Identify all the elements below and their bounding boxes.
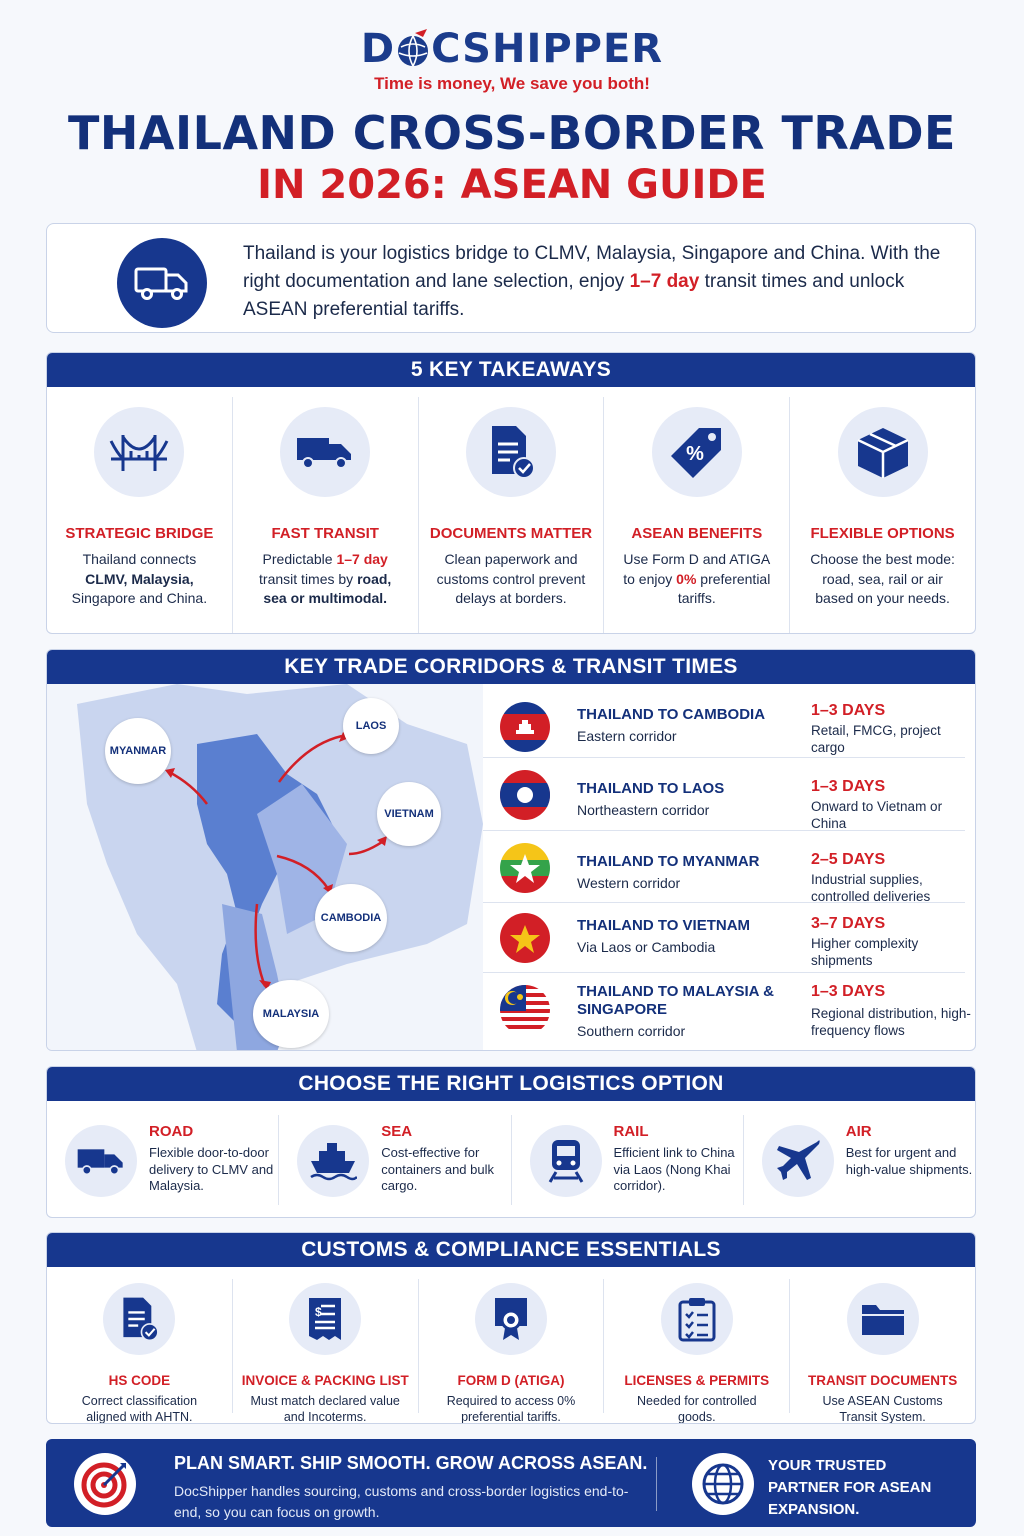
corridor-row — [483, 973, 971, 1051]
logistics-text: Best for urgent and high-value shipments. — [845, 1145, 973, 1177]
logistics-option — [744, 1115, 975, 1205]
intro-text-part2: transit times and unlock ASEAN preferential tariffs. — [243, 271, 905, 320]
corridor-row — [483, 831, 965, 903]
logistics-title: AIR — [845, 1123, 872, 1140]
customs-text: Use ASEAN Customs Transit System. — [822, 1394, 943, 1424]
corridor-days: 1–3 DAYS — [811, 778, 886, 795]
corridor-name: THAILAND TO LAOS — [577, 780, 725, 797]
takeaway-text-part: transit times by — [259, 570, 358, 587]
corridor-description: Higher complexity shipments — [811, 936, 919, 968]
intro-text-part1: Thailand is your logistics bridge to CLMV, Malaysia, Singapore and China. With the right documentation and lane selection, enjoy — [243, 243, 941, 292]
footer-banner — [46, 1439, 976, 1527]
target-icon — [74, 1453, 136, 1515]
brand-logo — [0, 26, 1024, 94]
takeaway-text-bold: road, sea or multimodal. — [263, 570, 392, 606]
boxes-icon — [838, 407, 928, 497]
takeaway-text-part: Use Form D and ATIGA to enjoy — [623, 551, 771, 587]
tagline: Time is money, We save you both! — [374, 74, 650, 93]
corridor-description: Regional distribution, high-frequency flows — [811, 1006, 971, 1038]
section-header: KEY TRADE CORRIDORS & TRANSIT TIMES — [47, 650, 975, 684]
logistics-text: Cost-effective for containers and bulk cargo. — [381, 1145, 494, 1193]
corridor-description: Industrial supplies, controlled deliveries — [811, 872, 931, 904]
takeaway-title: FLEXIBLE OPTIONS — [810, 525, 955, 542]
takeaway-card — [233, 397, 419, 633]
train-icon — [530, 1125, 602, 1197]
svg-text:$: $ — [315, 1305, 322, 1319]
takeaway-text-part: Singapore and China. — [71, 590, 208, 606]
customs-section — [46, 1232, 976, 1424]
corridor-row — [483, 758, 965, 831]
intro-box — [46, 223, 976, 333]
svg-text:%: % — [685, 443, 704, 465]
logistics-option — [47, 1115, 279, 1205]
takeaways-section — [46, 352, 976, 634]
takeaway-text: Choose the best mode: road, sea, rail or air based on your needs. — [810, 551, 955, 606]
footer-tagline: YOUR TRUSTED PARTNER FOR ASEAN EXPANSION. — [768, 1457, 932, 1518]
page-title-line2: IN 2026: ASEAN GUIDE — [257, 162, 767, 208]
map-label-malaysia: MALAYSIA — [253, 980, 329, 1048]
logistics-text: Flexible door-to-door delivery to CLMV and Malaysia. — [149, 1145, 274, 1193]
airplane-icon — [762, 1125, 834, 1197]
logo-letter-d: D — [360, 26, 396, 72]
corridor-subtitle: Eastern corridor — [577, 728, 677, 744]
takeaway-title: DOCUMENTS MATTER — [429, 525, 593, 542]
customs-text: Must match declared value and Incoterms. — [250, 1394, 400, 1424]
takeaway-text-bold: CLMV, Malaysia, — [85, 570, 194, 587]
logistics-option — [279, 1115, 511, 1205]
takeaway-text — [622, 550, 772, 609]
globe-plane-icon — [393, 29, 433, 69]
document-check-icon — [103, 1283, 175, 1355]
corridor-name: THAILAND TO CAMBODIA — [577, 706, 766, 723]
takeaway-card — [419, 397, 605, 633]
logistics-title: ROAD — [149, 1123, 194, 1140]
malaysia-flag — [500, 985, 550, 1035]
percent-tag-icon — [652, 407, 742, 497]
corridor-days: 1–3 DAYS — [811, 702, 886, 719]
takeaway-title: FAST TRANSIT — [271, 525, 379, 542]
takeaway-text-part: preferential tariffs. — [677, 570, 771, 606]
cambodia-flag — [500, 702, 550, 752]
page-title-line1: THAILAND CROSS-BORDER TRADE — [68, 106, 956, 160]
corridor-description: Retail, FMCG, project cargo — [811, 723, 941, 755]
corridor-days: 1–3 DAYS — [811, 983, 886, 1000]
truck-icon — [117, 238, 207, 328]
takeaway-text — [250, 550, 400, 609]
customs-text: Needed for controlled goods. — [637, 1394, 757, 1424]
takeaway-text-bold: 1–7 day — [336, 551, 388, 567]
takeaway-text-bold: 0% — [676, 570, 697, 587]
customs-item — [790, 1279, 975, 1424]
folder-icon — [847, 1283, 919, 1355]
takeaway-card — [47, 397, 233, 633]
corridor-name: THAILAND TO MYANMAR — [577, 853, 760, 870]
takeaway-text-part: Predictable — [262, 551, 337, 567]
globe-icon — [692, 1453, 754, 1515]
corridor-row — [483, 684, 965, 758]
corridor-name: THAILAND TO MALAYSIA & SINGAPORE — [577, 983, 774, 1018]
section-header: CHOOSE THE RIGHT LOGISTICS OPTION — [47, 1067, 975, 1101]
corridor-subtitle: Via Laos or Cambodia — [577, 939, 716, 955]
customs-text: Required to access 0% preferential tariffs. — [446, 1394, 576, 1424]
corridor-subtitle: Northeastern corridor — [577, 802, 710, 818]
customs-title: TRANSIT DOCUMENTS — [807, 1373, 958, 1388]
map-label-cambodia: CAMBODIA — [315, 884, 387, 952]
customs-title: LICENSES & PERMITS — [624, 1373, 770, 1388]
ship-icon — [297, 1125, 369, 1197]
invoice-icon — [289, 1283, 361, 1355]
corridor-list — [483, 684, 971, 1051]
section-header: CUSTOMS & COMPLIANCE ESSENTIALS — [47, 1233, 975, 1267]
corridors-section — [46, 649, 976, 1051]
customs-item — [233, 1279, 419, 1424]
logistics-title: SEA — [381, 1123, 413, 1140]
logo-letters: CSHIPPER — [431, 26, 664, 72]
takeaway-card — [604, 397, 790, 633]
logistics-section — [46, 1066, 976, 1218]
bridge-icon — [94, 407, 184, 497]
footer-divider — [656, 1457, 657, 1511]
takeaway-text-part: Thailand connects — [82, 551, 197, 567]
certificate-icon — [475, 1283, 547, 1355]
clipboard-checklist-icon — [661, 1283, 733, 1355]
footer-text: DocShipper handles sourcing, customs and cross-border logistics end-to-end, so you can focus on growth. — [174, 1483, 629, 1520]
map-label-myanmar: MYANMAR — [105, 718, 171, 784]
map-label-vietnam: VIETNAM — [377, 782, 441, 846]
customs-item — [419, 1279, 605, 1424]
map-label-laos: LAOS — [343, 698, 399, 754]
takeaway-title: STRATEGIC BRIDGE — [65, 525, 214, 542]
corridor-map — [47, 684, 483, 1051]
intro-text — [243, 240, 943, 324]
truck-icon — [280, 407, 370, 497]
customs-title: INVOICE & PACKING LIST — [241, 1373, 409, 1388]
myanmar-flag — [500, 843, 550, 893]
laos-flag — [500, 770, 550, 820]
logistics-title: RAIL — [613, 1123, 649, 1140]
document-check-icon — [466, 407, 556, 497]
customs-item — [47, 1279, 233, 1424]
customs-item — [604, 1279, 790, 1424]
customs-title: HS CODE — [108, 1373, 171, 1388]
customs-text: Correct classification aligned with AHTN. — [81, 1394, 198, 1424]
logistics-text: Efficient link to China via Laos (Nong Khai corridor). — [613, 1145, 735, 1193]
vietnam-flag — [500, 913, 550, 963]
corridor-days: 3–7 DAYS — [811, 915, 886, 932]
takeaway-title: ASEAN BENEFITS — [631, 525, 763, 542]
section-header: 5 KEY TAKEAWAYS — [47, 353, 975, 387]
customs-title: FORM D (ATIGA) — [457, 1373, 565, 1388]
logo-wordmark — [361, 26, 663, 72]
corridor-subtitle: Western corridor — [577, 875, 681, 891]
truck-icon — [65, 1125, 137, 1197]
corridor-row — [483, 903, 965, 973]
takeaway-card — [790, 397, 975, 633]
intro-highlight: 1–7 day — [629, 271, 700, 292]
corridor-name: THAILAND TO VIETNAM — [577, 917, 751, 934]
corridor-days: 2–5 DAYS — [811, 851, 886, 868]
logistics-option — [512, 1115, 744, 1205]
corridor-subtitle: Southern corridor — [577, 1023, 686, 1039]
corridor-description: Onward to Vietnam or China — [811, 799, 943, 831]
takeaway-text — [64, 550, 214, 609]
footer-title: PLAN SMART. SHIP SMOOTH. GROW ACROSS ASEAN. — [174, 1453, 648, 1473]
takeaway-text: Clean paperwork and customs control prevent delays at borders. — [436, 551, 586, 606]
